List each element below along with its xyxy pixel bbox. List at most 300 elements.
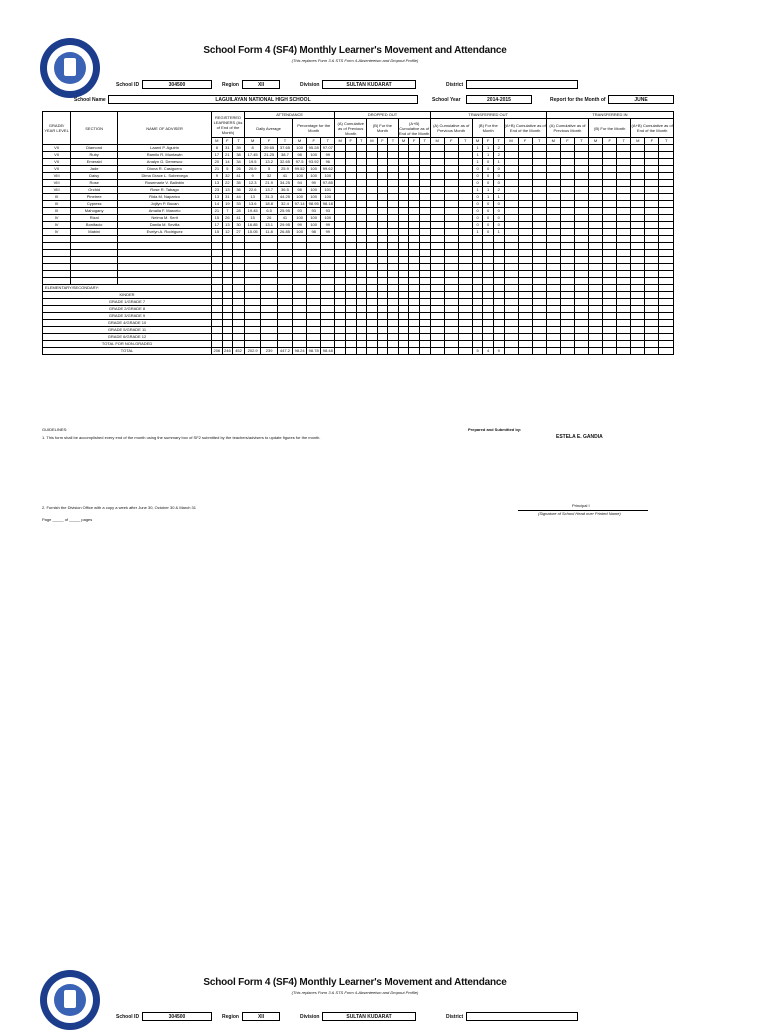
summary-ti-cell xyxy=(631,313,645,320)
school-name-field[interactable]: LAGUILAYAN NATIONAL HIGH SCHOOL xyxy=(108,95,418,104)
section-cell: Ruby xyxy=(71,152,118,159)
empty-cell xyxy=(603,236,617,243)
registered-cell: 39 xyxy=(233,145,245,152)
registered-cell: 7 xyxy=(222,208,233,215)
adviser-cell: Danila M. Sevilla xyxy=(118,222,212,229)
division-field[interactable]: SULTAN KUDARAT xyxy=(322,80,416,89)
empty-cell xyxy=(118,250,212,257)
summary-ti-cell xyxy=(560,327,574,334)
empty-cell xyxy=(388,236,399,243)
percentage-cell: 98 xyxy=(293,152,307,159)
dropped-cell xyxy=(409,145,420,152)
transferred-out-a-cell xyxy=(444,229,458,236)
summary-ti-cell xyxy=(574,327,588,334)
daily-avg-cell: 36.5 xyxy=(277,187,292,194)
summary-ti-cell xyxy=(645,299,659,306)
empty-cell xyxy=(377,271,388,278)
mft-header: T xyxy=(233,138,245,145)
school-year-field[interactable]: 2014-2015 xyxy=(466,95,532,104)
summary-avg-cell xyxy=(261,306,277,313)
daily-avg-cell: 13.7 xyxy=(261,187,277,194)
empty-row xyxy=(43,278,674,285)
registered-cell: 15 xyxy=(212,229,223,236)
empty-cell xyxy=(430,250,444,257)
empty-cell xyxy=(419,250,430,257)
dropped-group-header: DROPPED OUT xyxy=(335,112,430,119)
registered-cell: 26 xyxy=(233,166,245,173)
summary-registered-cell: 206 xyxy=(213,348,221,353)
empty-cell xyxy=(244,278,260,285)
summary-dropped-cell xyxy=(419,341,430,348)
summary-to-a-cell xyxy=(444,299,458,306)
signature-caption: (Signature of School Head over Printed Name) xyxy=(538,511,621,516)
empty-cell xyxy=(493,243,504,250)
district-field-page2[interactable] xyxy=(466,1012,578,1021)
summary-registered-cell xyxy=(212,299,223,306)
empty-cell xyxy=(458,285,472,292)
dropped-cell xyxy=(356,166,367,173)
summary-registered-cell xyxy=(222,341,233,348)
empty-cell xyxy=(504,257,518,264)
summary-registered-cell: 246 xyxy=(224,348,231,353)
empty-cell xyxy=(388,271,399,278)
summary-to-b-cell xyxy=(493,292,504,299)
summary-to-ab-cell xyxy=(518,334,532,341)
summary-dropped-cell xyxy=(409,299,420,306)
summary-ti-cell xyxy=(589,292,603,299)
summary-registered-cell xyxy=(212,313,223,320)
adviser-cell: Evelyn A. Rodriguez xyxy=(118,229,212,236)
summary-dropped-cell xyxy=(398,313,409,320)
empty-cell xyxy=(222,278,233,285)
summary-to-ab-cell xyxy=(518,306,532,313)
summary-to-ab-cell xyxy=(518,348,532,355)
percentage-cell: 99 xyxy=(321,222,335,229)
table-row xyxy=(43,166,674,173)
summary-dropped-cell xyxy=(419,348,430,355)
section-cell: Jade xyxy=(71,166,118,173)
summary-to-ab-cell xyxy=(504,306,518,313)
grade-cell: IX xyxy=(43,201,71,208)
empty-cell xyxy=(345,257,356,264)
transferred-out-ab-cell xyxy=(532,229,546,236)
transferred-in-cell xyxy=(560,166,574,173)
empty-cell xyxy=(458,236,472,243)
summary-dropped-cell xyxy=(367,306,378,313)
dropped-cell xyxy=(335,180,346,187)
report-month-field[interactable]: JUNE xyxy=(608,95,674,104)
transferred-out-a-cell xyxy=(458,145,472,152)
transferred-in-cell xyxy=(546,194,560,201)
school-id-field-page2[interactable]: 304500 xyxy=(142,1012,212,1021)
empty-cell xyxy=(409,250,420,257)
dropped-cell xyxy=(367,222,378,229)
empty-cell xyxy=(356,285,367,292)
transferred-in-cell xyxy=(631,180,645,187)
summary-ti-cell xyxy=(574,313,588,320)
empty-cell xyxy=(532,236,546,243)
percentage-cell: 97.5 xyxy=(293,159,307,166)
empty-cell xyxy=(518,271,532,278)
registered-cell: 19 xyxy=(222,201,233,208)
elementary-row xyxy=(43,285,674,292)
daily-avg-cell: 38.7 xyxy=(277,152,292,159)
transferred-in-cell xyxy=(589,201,603,208)
summary-to-b-cell xyxy=(483,306,494,313)
empty-cell xyxy=(356,243,367,250)
transferred-in-cell xyxy=(631,208,645,215)
empty-cell xyxy=(645,243,659,250)
transferred-in-cell xyxy=(560,208,574,215)
dropped-cell xyxy=(419,180,430,187)
empty-cell xyxy=(293,243,307,250)
empty-cell xyxy=(293,285,307,292)
sub-header: (A) Cumulative as of Previous Month xyxy=(430,119,472,138)
empty-cell xyxy=(631,264,645,271)
summary-ti-cell xyxy=(560,341,574,348)
daily-avg-cell: 12.3 xyxy=(244,180,260,187)
empty-cell xyxy=(321,236,335,243)
registered-cell: 30 xyxy=(233,222,245,229)
percentage-cell: 100 xyxy=(307,222,321,229)
summary-to-a-cell xyxy=(458,320,472,327)
attendance-table xyxy=(42,111,674,355)
empty-cell xyxy=(233,264,245,271)
transferred-out-a-cell xyxy=(458,166,472,173)
district-field[interactable] xyxy=(466,80,578,89)
summary-ti-cell xyxy=(603,320,617,327)
dropped-cell xyxy=(335,145,346,152)
registered-cell: 13 xyxy=(222,222,233,229)
guideline-2: 2. Furnish the Division Office with a copy a week after June 30, October 30 & March 31 xyxy=(42,505,197,510)
empty-cell xyxy=(518,236,532,243)
summary-to-a-cell xyxy=(444,327,458,334)
summary-dropped-cell xyxy=(367,313,378,320)
summary-pct-cell xyxy=(293,292,307,299)
transferred-out-b-cell: 0 xyxy=(493,180,504,187)
dropped-cell xyxy=(335,222,346,229)
empty-cell xyxy=(43,250,71,257)
empty-cell xyxy=(335,271,346,278)
transferred-out-ab-cell xyxy=(504,229,518,236)
empty-cell xyxy=(546,243,560,250)
empty-cell xyxy=(444,250,458,257)
daily-avg-cell: 29.65 xyxy=(261,145,277,152)
registered-cell: 21 xyxy=(222,152,233,159)
empty-cell xyxy=(574,243,588,250)
summary-to-ab-cell xyxy=(504,292,518,299)
summary-ti-cell xyxy=(645,313,659,320)
summary-ti-cell xyxy=(603,334,617,341)
daily-avg-cell: 37.65 xyxy=(277,145,292,152)
empty-cell xyxy=(430,271,444,278)
empty-cell xyxy=(335,257,346,264)
empty-cell xyxy=(560,271,574,278)
empty-cell xyxy=(546,257,560,264)
transferred-out-b-cell: 0 xyxy=(472,208,483,215)
dropped-cell xyxy=(419,145,430,152)
dropped-cell xyxy=(377,159,388,166)
transferred-out-a-cell xyxy=(458,173,472,180)
mft-header: F xyxy=(261,138,277,145)
dropped-cell xyxy=(356,194,367,201)
empty-cell xyxy=(293,271,307,278)
transferred-in-cell xyxy=(603,187,617,194)
transferred-in-cell xyxy=(603,201,617,208)
summary-to-b-cell: 5 xyxy=(472,348,483,355)
empty-cell xyxy=(574,250,588,257)
empty-cell xyxy=(589,271,603,278)
daily-avg-cell: 32.4 xyxy=(277,201,292,208)
col-section-header: SECTION xyxy=(71,112,118,145)
summary-to-ab-cell xyxy=(518,292,532,299)
mft-header: F xyxy=(560,138,574,145)
empty-cell xyxy=(645,250,659,257)
summary-pct-cell xyxy=(307,292,321,299)
registered-cell: 22 xyxy=(222,180,233,187)
summary-dropped-cell xyxy=(377,299,388,306)
summary-ti-cell xyxy=(603,348,617,355)
summary-to-b-cell xyxy=(493,306,504,313)
empty-cell xyxy=(261,257,277,264)
section-cell: Pinetree xyxy=(71,194,118,201)
empty-cell xyxy=(472,243,483,250)
mft-header: M xyxy=(212,138,223,145)
summary-ti-cell xyxy=(617,299,631,306)
empty-cell xyxy=(222,250,233,257)
school-id-field[interactable]: 304500 xyxy=(142,80,212,89)
empty-cell xyxy=(388,264,399,271)
section-cell: Cypress xyxy=(71,201,118,208)
summary-dropped-cell xyxy=(335,348,346,355)
summary-to-ab-cell xyxy=(518,320,532,327)
registered-cell: 38 xyxy=(233,152,245,159)
summary-to-a-cell xyxy=(458,334,472,341)
summary-to-b-cell xyxy=(472,313,483,320)
mft-header: T xyxy=(356,138,367,145)
sub-header: (B) For the Month xyxy=(589,119,631,138)
dropped-cell xyxy=(356,229,367,236)
summary-registered-cell xyxy=(222,306,233,313)
table-row xyxy=(43,180,674,187)
adviser-cell: Laarni P. Aguirin xyxy=(118,145,212,152)
empty-cell xyxy=(419,236,430,243)
empty-cell xyxy=(377,285,388,292)
summary-dropped-cell xyxy=(419,334,430,341)
summary-to-b-cell xyxy=(493,327,504,334)
summary-pct-cell: 98.48 xyxy=(321,348,335,355)
summary-row xyxy=(43,348,674,355)
empty-cell xyxy=(574,285,588,292)
form-subtitle: (This replaces Form 3 & STS Form 4-Absenteeism and Dropout Profile) xyxy=(291,58,419,63)
percentage-cell: 100 xyxy=(321,215,335,222)
transferred-out-a-cell xyxy=(430,208,444,215)
transferred-out-a-cell xyxy=(444,152,458,159)
transferred-out-ab-cell xyxy=(518,229,532,236)
percentage-cell: 100 xyxy=(307,173,321,180)
mft-header: F xyxy=(222,138,233,145)
region-field[interactable]: XII xyxy=(242,80,280,89)
grade-cell: VII xyxy=(43,159,71,166)
dropped-cell xyxy=(356,215,367,222)
summary-ti-cell xyxy=(546,292,560,299)
empty-cell xyxy=(458,271,472,278)
empty-cell xyxy=(659,250,674,257)
transferred-out-b-cell: 0 xyxy=(493,222,504,229)
empty-cell xyxy=(603,257,617,264)
daily-avg-cell: 16.85 xyxy=(244,222,260,229)
summary-avg-cell xyxy=(277,299,292,306)
transferred-in-cell xyxy=(659,222,674,229)
transferred-out-ab-cell xyxy=(504,222,518,229)
transferred-in-cell xyxy=(574,208,588,215)
transferred-in-cell xyxy=(603,159,617,166)
daily-avg-cell: 20.9 xyxy=(244,166,260,173)
empty-cell xyxy=(560,278,574,285)
transferred-out-ab-cell xyxy=(518,201,532,208)
percentage-cell: 94 xyxy=(293,180,307,187)
transferred-out-b-cell: 0 xyxy=(483,208,494,215)
percentage-cell: 98.95 xyxy=(307,201,321,208)
summary-label: GRADE 3/GRADE 9 xyxy=(43,313,212,320)
transferred-in-cell xyxy=(546,215,560,222)
empty-cell xyxy=(356,271,367,278)
transferred-out-a-cell xyxy=(444,194,458,201)
transferred-in-cell xyxy=(574,222,588,229)
summary-to-b-cell: 9 xyxy=(493,348,504,355)
summary-pct-cell xyxy=(307,313,321,320)
dropped-cell xyxy=(335,159,346,166)
summary-to-a-cell xyxy=(458,299,472,306)
transferred-out-b-cell: 1 xyxy=(493,229,504,236)
dropped-cell xyxy=(388,166,399,173)
summary-ti-cell xyxy=(631,327,645,334)
registered-cell: 33 xyxy=(233,201,245,208)
summary-ti-cell xyxy=(546,334,560,341)
principal-label: Principal I xyxy=(572,503,590,508)
empty-cell xyxy=(335,243,346,250)
transferred-in-cell xyxy=(589,229,603,236)
transferred-out-a-cell xyxy=(458,201,472,208)
percentage-cell: 97.85 xyxy=(321,180,335,187)
empty-cell xyxy=(222,271,233,278)
empty-cell xyxy=(335,236,346,243)
summary-registered-cell xyxy=(222,313,233,320)
sub-header: (A) Cumulative as of Previous Month xyxy=(546,119,588,138)
daily-avg-cell: 17.45 xyxy=(244,152,260,159)
transferred-in-cell xyxy=(617,145,631,152)
transferred-out-b-cell: 0 xyxy=(483,180,494,187)
empty-cell xyxy=(589,250,603,257)
transferred-out-a-cell xyxy=(458,229,472,236)
table-row xyxy=(43,194,674,201)
empty-cell xyxy=(277,257,292,264)
empty-cell xyxy=(377,264,388,271)
empty-cell xyxy=(43,257,71,264)
daily-avg-cell: 18.8 xyxy=(261,201,277,208)
transferred-in-cell xyxy=(631,152,645,159)
dropped-cell xyxy=(345,194,356,201)
empty-cell xyxy=(261,243,277,250)
transferred-in-cell xyxy=(659,194,674,201)
empty-cell xyxy=(71,278,118,285)
summary-dropped-cell xyxy=(377,341,388,348)
empty-cell xyxy=(493,264,504,271)
transferred-in-cell xyxy=(589,166,603,173)
empty-cell xyxy=(444,271,458,278)
summary-ti-cell xyxy=(631,292,645,299)
summary-ti-cell xyxy=(659,306,674,313)
sub-header: (A+B) Cumulative as of End of the Month xyxy=(398,120,430,136)
percentage-cell: 93 xyxy=(307,208,321,215)
transferred-in-cell xyxy=(659,166,674,173)
summary-to-b-cell xyxy=(493,334,504,341)
empty-cell xyxy=(233,257,245,264)
summary-label: GRADE 6/GRADE 12 xyxy=(43,334,212,341)
dropped-cell xyxy=(419,152,430,159)
summary-ti-cell xyxy=(560,334,574,341)
mft-header: M xyxy=(398,138,409,145)
empty-cell xyxy=(532,243,546,250)
mft-header: M xyxy=(293,138,307,145)
empty-cell xyxy=(631,285,645,292)
summary-dropped-cell xyxy=(377,313,388,320)
summary-pct-cell: 98.78 xyxy=(307,348,321,355)
registered-cell: 35 xyxy=(233,180,245,187)
region-label-page2: Region xyxy=(222,1014,239,1020)
summary-dropped-cell xyxy=(388,327,399,334)
dropped-cell xyxy=(345,166,356,173)
region-field-page2[interactable]: XII xyxy=(242,1012,280,1021)
summary-to-b-cell xyxy=(493,299,504,306)
division-field-page2[interactable]: SULTAN KUDARAT xyxy=(322,1012,416,1021)
empty-cell xyxy=(212,250,223,257)
transferred-in-cell xyxy=(617,215,631,222)
transferred-in-cell xyxy=(574,152,588,159)
empty-cell xyxy=(617,243,631,250)
adviser-cell: Ramilo R. Muntawin xyxy=(118,152,212,159)
registered-cell: 31 xyxy=(222,194,233,201)
dropped-cell xyxy=(388,208,399,215)
empty-cell xyxy=(212,257,223,264)
transferred-in-cell xyxy=(560,222,574,229)
summary-ti-cell xyxy=(659,313,674,320)
summary-to-ab-cell xyxy=(518,327,532,334)
summary-ti-cell xyxy=(589,327,603,334)
dropped-cell xyxy=(388,194,399,201)
empty-cell xyxy=(345,271,356,278)
empty-cell xyxy=(377,236,388,243)
registered-cell: 34 xyxy=(233,159,245,166)
transferred-out-a-cell xyxy=(444,166,458,173)
empty-cell xyxy=(335,264,346,271)
transferred-in-cell xyxy=(645,187,659,194)
summary-ti-cell xyxy=(659,334,674,341)
grade-cell: VII xyxy=(43,152,71,159)
empty-cell xyxy=(444,243,458,250)
empty-cell xyxy=(43,243,71,250)
empty-cell xyxy=(293,250,307,257)
transferred-in-cell xyxy=(617,159,631,166)
empty-cell xyxy=(419,243,430,250)
header-row-groups xyxy=(43,112,674,119)
daily-avg-cell: 19.5 xyxy=(244,159,260,166)
mft-header: T xyxy=(321,138,335,145)
summary-registered-cell xyxy=(233,320,245,327)
transferred-out-a-cell xyxy=(458,194,472,201)
transferred-in-cell xyxy=(631,173,645,180)
empty-cell xyxy=(367,257,378,264)
